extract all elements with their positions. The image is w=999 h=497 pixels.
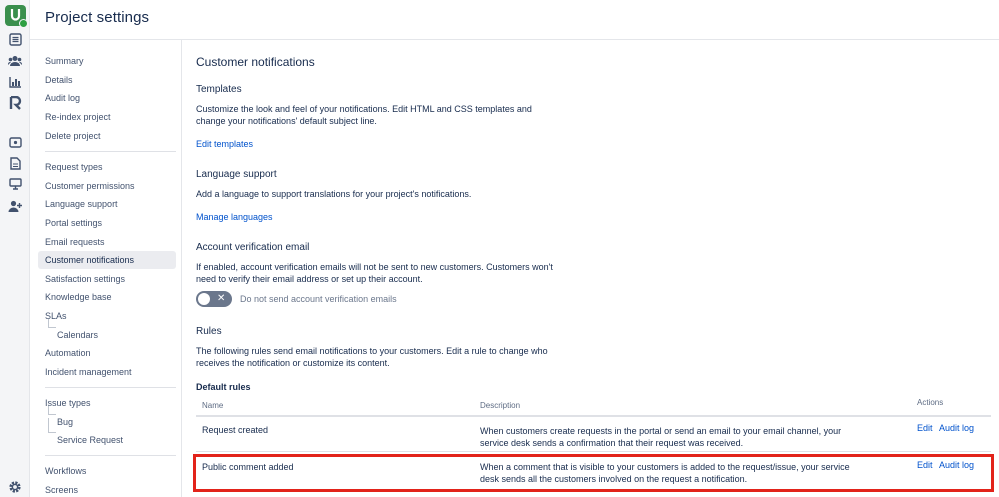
edit-rule-link[interactable]: Edit — [917, 423, 933, 433]
toggle-off-icon: ✕ — [217, 293, 226, 304]
queues-icon[interactable] — [7, 31, 23, 47]
templates-description: Customize the look and feel of your notifications. Edit HTML and CSS templates and change your notifications' default subject line. — [196, 104, 532, 126]
verification-heading: Account verification email — [196, 242, 310, 253]
rule-description: When customers create requests in the portal or send an email to your email channel, your service desk sends a confirmation that their request was received. — [480, 426, 842, 448]
nav-customer-notifications[interactable]: Customer notifications — [38, 251, 176, 269]
nav-audit-log[interactable]: Audit log — [45, 93, 81, 103]
nav-delete-project[interactable]: Delete project — [45, 131, 101, 141]
nav-divider — [45, 455, 176, 456]
default-rules-heading: Default rules — [196, 382, 251, 392]
nav-knowledge-base[interactable]: Knowledge base — [45, 292, 112, 302]
rule-description: When a comment that is visible to your customers is added to the request/issue, your service desk sends all the customers involved on the request a notification. — [480, 462, 850, 484]
nav-request-types[interactable]: Request types — [45, 162, 103, 172]
app-logo-icon[interactable] — [5, 5, 26, 26]
nav-calendars[interactable]: Calendars — [57, 330, 99, 340]
global-icon-rail — [0, 0, 30, 497]
invite-team-icon[interactable] — [7, 198, 23, 214]
nav-satisfaction-settings[interactable]: Satisfaction settings — [45, 274, 126, 284]
project-settings-nav — [30, 40, 182, 497]
language-support-description: Add a language to support translations for your project's notifications. — [196, 189, 472, 199]
table-header-divider — [196, 415, 991, 417]
toggle-knob — [198, 293, 210, 305]
verification-description: If enabled, account verification emails will not be sent to new customers. Customers won't need to verify their email address or set up their account. — [196, 262, 553, 284]
language-support-heading: Language support — [196, 169, 277, 180]
nav-automation[interactable]: Automation — [45, 348, 91, 358]
nav-workflows[interactable]: Workflows — [45, 466, 87, 476]
nav-details[interactable]: Details — [45, 75, 73, 85]
table-row-divider — [196, 451, 991, 452]
templates-heading: Templates — [196, 84, 242, 95]
channels-icon[interactable] — [7, 176, 23, 192]
nav-screens[interactable]: Screens — [45, 485, 79, 495]
page-title: Project settings — [45, 9, 150, 26]
nav-service-request[interactable]: Service Request — [57, 435, 124, 445]
nav-slas[interactable]: SLAs — [45, 311, 67, 321]
nav-issue-types[interactable]: Issue types — [45, 398, 91, 408]
manage-languages-link[interactable]: Manage languages — [196, 212, 273, 222]
nav-portal-settings[interactable]: Portal settings — [45, 218, 103, 228]
rules-description: The following rules send email notifications to your customers. Edit a rule to change who receives the notification or customize its content. — [196, 346, 548, 368]
raise-request-icon[interactable] — [7, 95, 23, 111]
audit-log-link[interactable]: Audit log — [939, 460, 975, 470]
rule-name: Request created — [202, 425, 269, 435]
nav-divider — [45, 151, 176, 152]
nav-tree-line — [48, 418, 56, 433]
nav-incident-management[interactable]: Incident management — [45, 367, 132, 377]
column-header-actions: Actions — [917, 398, 944, 407]
column-header-description: Description — [480, 401, 521, 410]
verification-toggle[interactable] — [196, 291, 232, 307]
rule-name: Public comment added — [202, 462, 294, 472]
audit-log-link[interactable]: Audit log — [939, 423, 975, 433]
nav-language-support[interactable]: Language support — [45, 199, 118, 209]
edit-templates-link[interactable]: Edit templates — [196, 139, 254, 149]
reports-icon[interactable] — [7, 74, 23, 90]
column-header-name: Name — [202, 401, 224, 410]
rules-heading: Rules — [196, 326, 222, 337]
service-icon[interactable] — [7, 134, 23, 150]
verification-toggle-label: Do not send account verification emails — [240, 294, 397, 304]
settings-icon[interactable] — [7, 479, 23, 495]
section-title: Customer notifications — [196, 55, 315, 69]
customers-icon[interactable] — [7, 53, 23, 69]
nav-divider — [45, 387, 176, 388]
nav-bug[interactable]: Bug — [57, 417, 74, 427]
edit-rule-link[interactable]: Edit — [917, 460, 933, 470]
nav-email-requests[interactable]: Email requests — [45, 237, 105, 247]
nav-tree-line — [48, 319, 56, 328]
knowledge-base-icon[interactable] — [7, 155, 23, 171]
nav-customer-permissions[interactable]: Customer permissions — [45, 181, 135, 191]
nav-summary[interactable]: Summary — [45, 56, 84, 66]
nav-tree-line — [48, 406, 56, 415]
nav-re-index-project[interactable]: Re-index project — [45, 112, 111, 122]
